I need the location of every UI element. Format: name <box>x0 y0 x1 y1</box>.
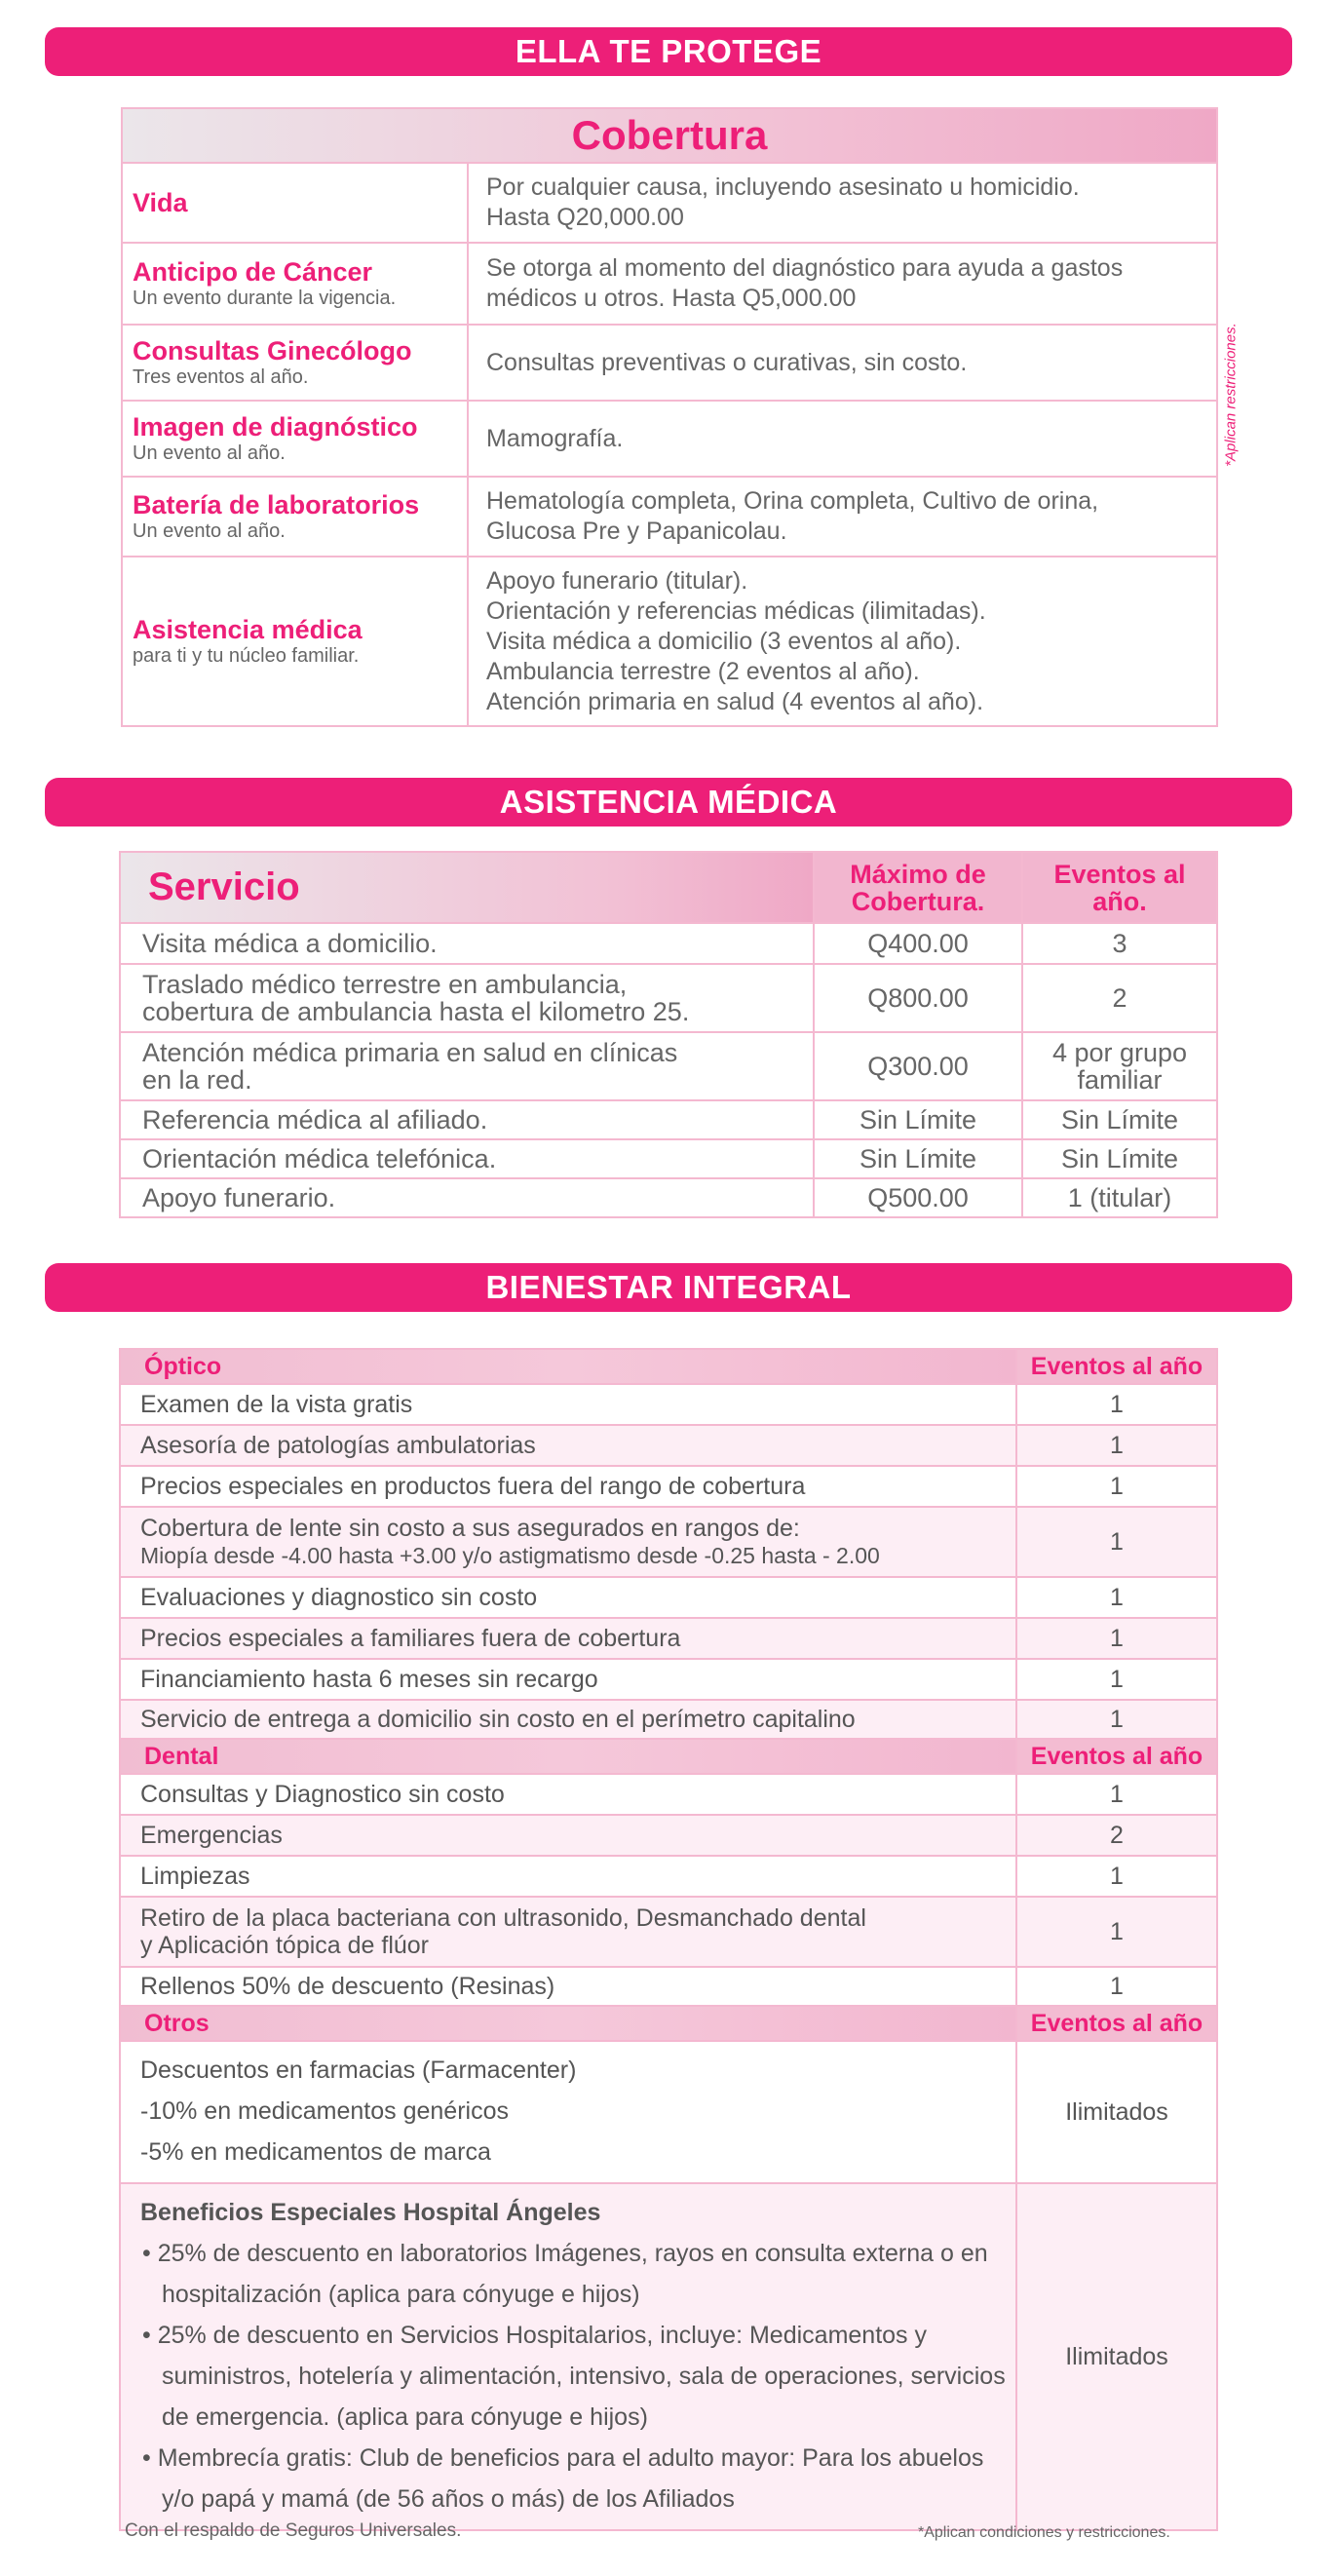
table-row-hospital: Beneficios Especiales Hospital Ángeles • 25% de descuento en laboratorios Imágenes, rayos en consulta externa o en hospitalización (aplica para cónyuge e hijos) • 25% de descuento en Servicios Hospitalarios, incluye: Medicamentos y suministros, hotelería y alimentación, intensivo, sala de operaciones, servicios de emergencia. (aplica para cónyuge e hijos) • Membrecía gratis: Club de beneficios para el adulto mayor: Para los abuelos y/o papá y mamá (de 56 años o más) de los Afiliados Ilimitados <box>120 2183 1217 2530</box>
footer-condiciones: *Aplican condiciones y restricciones. <box>918 2524 1170 2541</box>
list-item: • 25% de descuento en laboratorios Imágenes, rayos en consulta externa o en hospitalización (aplica para cónyuge e hijos) <box>142 2240 988 2308</box>
cobertura-label-cancer: Anticipo de Cáncer Un evento durante la vigencia. <box>122 243 468 325</box>
table-row: Atención médica primaria en salud en clínicas en la red. Q300.00 4 por grupo familiar <box>120 1032 1217 1100</box>
table-row: Precios especiales en productos fuera del rango de cobertura 1 <box>120 1466 1217 1507</box>
section-dental: Dental <box>120 1739 1016 1774</box>
banner-ella-te-protege: ELLA TE PROTEGE <box>45 27 1292 76</box>
bienestar-table <box>119 1348 1218 2531</box>
table-row: Consultas y Diagnostico sin costo 1 <box>120 1774 1217 1815</box>
table-row: Visita médica a domicilio. Q400.00 3 <box>120 923 1217 964</box>
table-row: Apoyo funerario. Q500.00 1 (titular) <box>120 1178 1217 1217</box>
cobertura-desc-vida: Por cualquier causa, incluyendo asesinato u homicidio. Hasta Q20,000.00 <box>468 163 1217 243</box>
cobertura-label-vida: Vida <box>122 163 468 243</box>
table-row: Rellenos 50% de descuento (Resinas) 1 <box>120 1967 1217 2006</box>
asistencia-col-servicio: Servicio <box>120 852 814 923</box>
cobertura-table <box>121 107 1218 727</box>
table-row: Precios especiales a familiares fuera de cobertura 1 <box>120 1618 1217 1659</box>
table-row: Financiamiento hasta 6 meses sin recargo 1 <box>120 1659 1217 1700</box>
section-otros: Otros <box>120 2006 1016 2041</box>
side-restrictions-note: *Aplican restricciones. <box>1222 323 1240 467</box>
cobertura-label-imagen: Imagen de diagnóstico Un evento al año. <box>122 401 468 477</box>
cobertura-label-ginecologo: Consultas Ginecólogo Tres eventos al año. <box>122 325 468 401</box>
cobertura-header: Cobertura <box>122 108 1217 163</box>
cobertura-desc-asistencia: Apoyo funerario (titular). Orientación y referencias médicas (ilimitadas). Visita médica a domicilio (3 eventos al año). Ambulancia terrestre (2 eventos al año). Atención primaria en salud (4 eventos al año). <box>468 557 1217 726</box>
table-row-farmacias: Descuentos en farmacias (Farmacenter) -10% en medicamentos genéricos -5% en medicamentos de marca Ilimitados <box>120 2041 1217 2183</box>
table-row: Examen de la vista gratis 1 <box>120 1384 1217 1425</box>
banner-bienestar-integral: BIENESTAR INTEGRAL <box>45 1263 1292 1312</box>
table-row: Evaluaciones y diagnostico sin costo 1 <box>120 1577 1217 1618</box>
col-eventos-otros: Eventos al año <box>1016 2006 1217 2041</box>
cobertura-label-asistencia: Asistencia médica para ti y tu núcleo familiar. <box>122 557 468 726</box>
asistencia-table <box>119 851 1218 1218</box>
table-row: Retiro de la placa bacteriana con ultrasonido, Desmanchado dental y Aplicación tópica de flúor 1 <box>120 1897 1217 1967</box>
table-row: Emergencias 2 <box>120 1815 1217 1856</box>
table-row: Cobertura de lente sin costo a sus asegurados en rangos de: Miopía desde -4.00 hasta +3.00 y/o astigmatismo desde -0.25 hasta - 2.00 1 <box>120 1507 1217 1577</box>
cobertura-desc-imagen: Mamografía. <box>468 401 1217 477</box>
asistencia-col-eventos: Eventos al año. <box>1022 852 1217 923</box>
cobertura-label-laboratorios: Batería de laboratorios Un evento al año. <box>122 477 468 557</box>
col-eventos-dental: Eventos al año <box>1016 1739 1217 1774</box>
hospital-title: Beneficios Especiales Hospital Ángeles <box>140 2199 601 2226</box>
table-row: Referencia médica al afiliado. Sin Límite Sin Límite <box>120 1100 1217 1139</box>
asistencia-col-maximo: Máximo de Cobertura. <box>814 852 1022 923</box>
table-row: Traslado médico terrestre en ambulancia, cobertura de ambulancia hasta el kilometro 25. Q800.00 2 <box>120 964 1217 1032</box>
list-item: • 25% de descuento en Servicios Hospitalarios, incluye: Medicamentos y suministros, hotelería y alimentación, intensivo, sala de operaciones, servicios de emergencia. (aplica para cónyuge e hijos) <box>142 2322 1006 2431</box>
table-row: Limpiezas 1 <box>120 1856 1217 1897</box>
cobertura-desc-ginecologo: Consultas preventivas o curativas, sin costo. <box>468 325 1217 401</box>
col-eventos-optico: Eventos al año <box>1016 1349 1217 1384</box>
table-row: Asesoría de patologías ambulatorias 1 <box>120 1425 1217 1466</box>
list-item: • Membrecía gratis: Club de beneficios para el adulto mayor: Para los abuelos y/o papá y mamá (de 56 años o más) de los Afiliados <box>142 2444 984 2513</box>
cobertura-desc-laboratorios: Hematología completa, Orina completa, Cultivo de orina, Glucosa Pre y Papanicolau. <box>468 477 1217 557</box>
section-optico: Óptico <box>120 1349 1016 1384</box>
banner-asistencia-medica: ASISTENCIA MÉDICA <box>45 778 1292 827</box>
cobertura-desc-cancer: Se otorga al momento del diagnóstico para ayuda a gastos médicos u otros. Hasta Q5,000.00 <box>468 243 1217 325</box>
table-row: Servicio de entrega a domicilio sin costo en el perímetro capitalino 1 <box>120 1700 1217 1739</box>
table-row: Orientación médica telefónica. Sin Límite Sin Límite <box>120 1139 1217 1178</box>
footer-respaldo: Con el respaldo de Seguros Universales. <box>125 2520 462 2541</box>
